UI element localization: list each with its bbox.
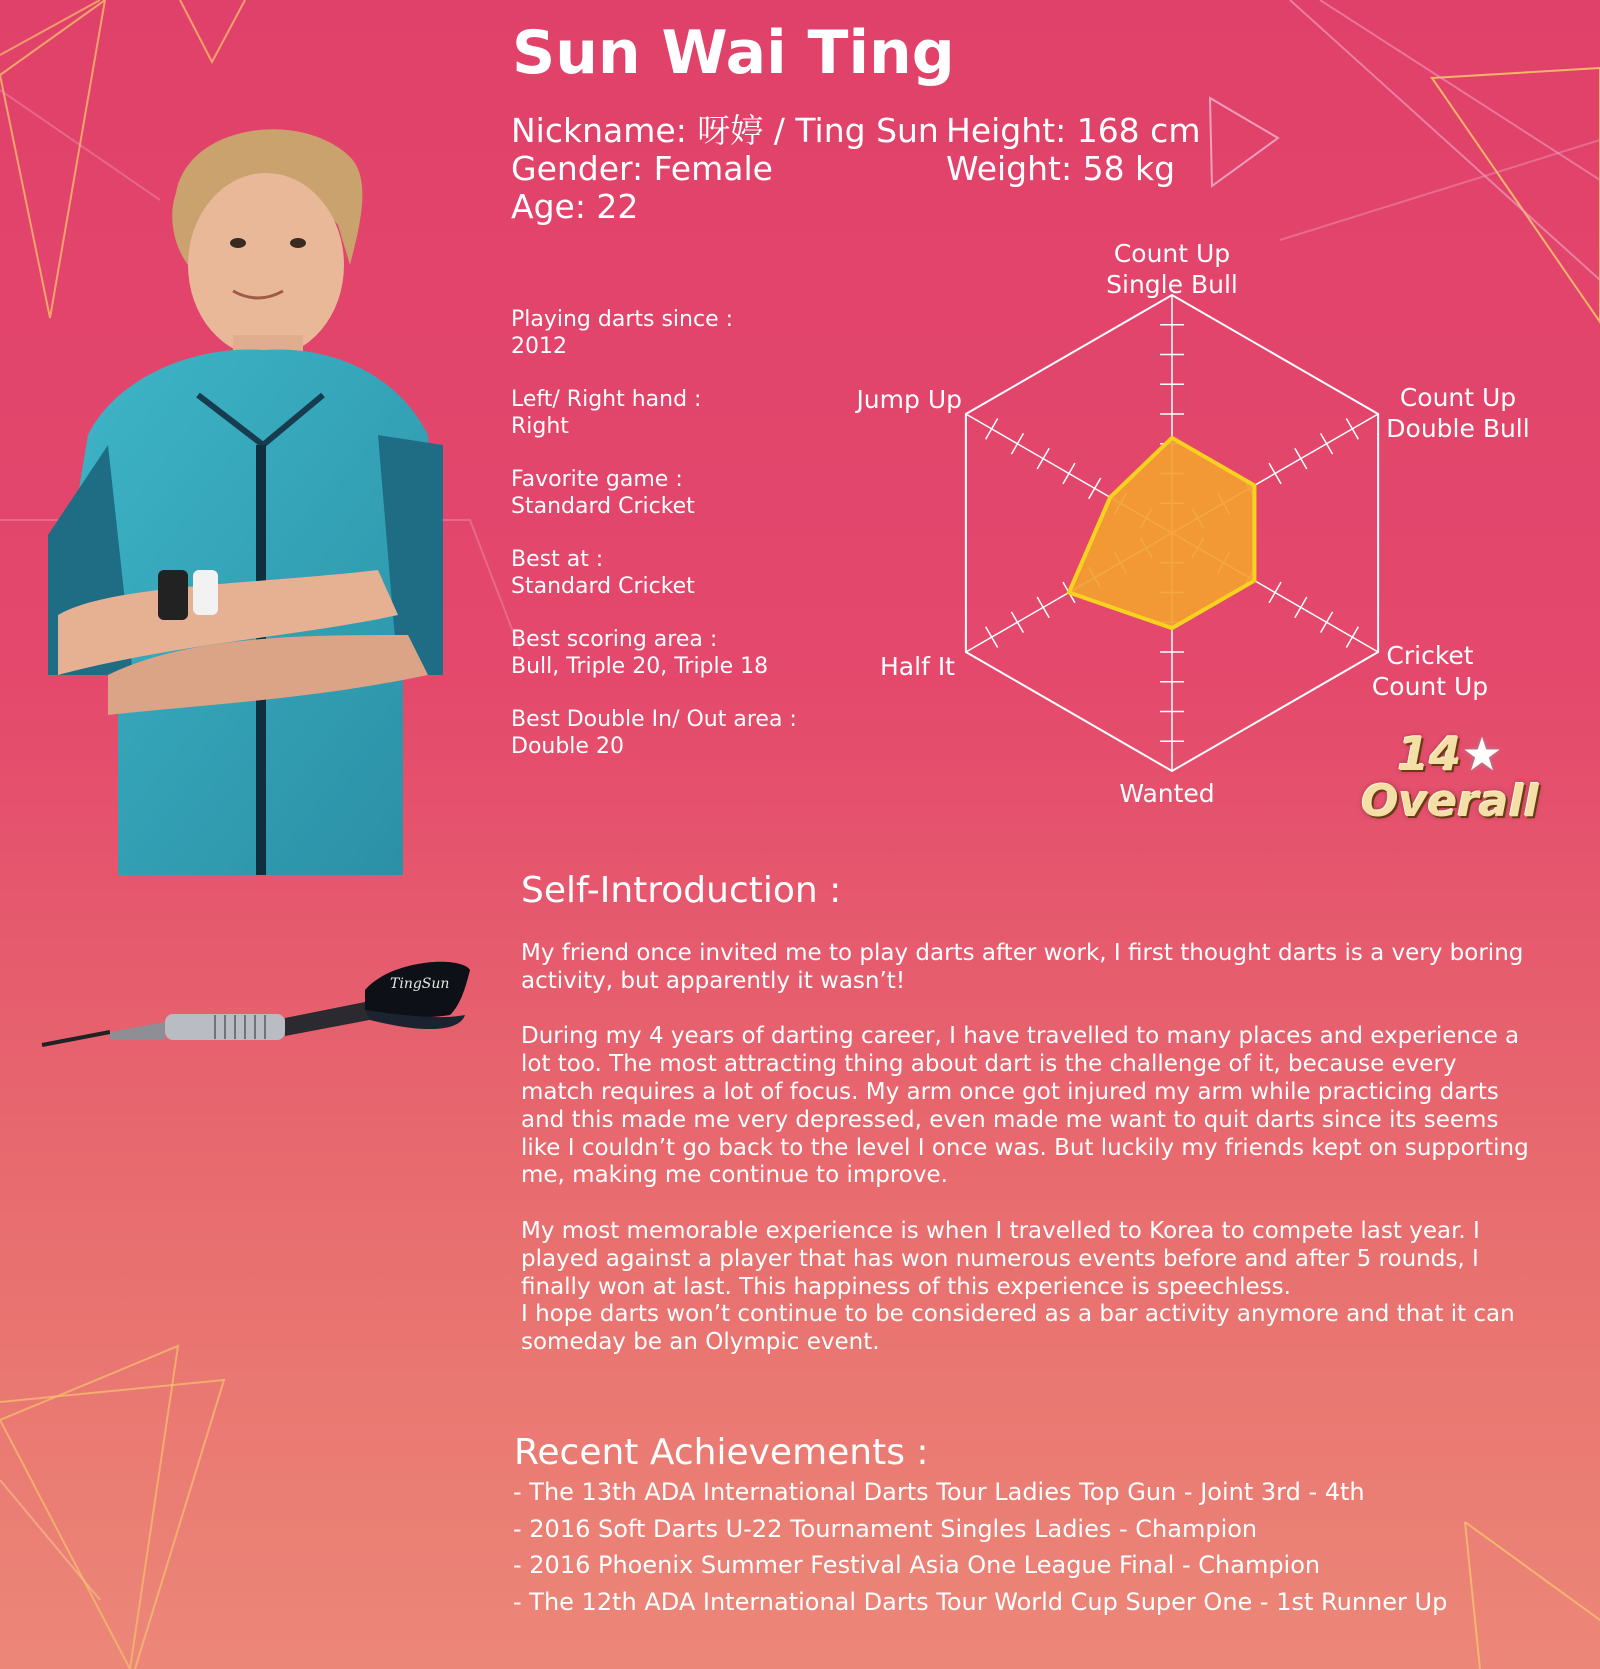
fact-item <box>511 546 811 600</box>
radar-tick <box>1346 627 1358 648</box>
intro-paragraph: My friend once invited me to play darts after work, I first thought darts is a very boring activity, but apparently it wasn’t! <box>521 940 1524 994</box>
fact-label: Favorite game : <box>511 467 683 492</box>
height: Height: 168 cm <box>946 111 1201 150</box>
gender: Gender: Female <box>511 149 773 188</box>
player-info-right <box>946 112 1200 188</box>
fact-value: Bull, Triple 20, Triple 18 <box>511 654 769 679</box>
achievements-list <box>513 1474 1447 1620</box>
player-info-left <box>511 112 939 226</box>
dart-flight-text: TingSun <box>390 976 450 992</box>
radar-value-polygon <box>1069 438 1255 628</box>
fact-label: Left/ Right hand : <box>511 387 702 412</box>
radar-tick <box>1295 448 1307 469</box>
fact-value: Right <box>511 414 569 439</box>
fact-value: Standard Cricket <box>511 494 695 519</box>
fact-item <box>511 306 811 360</box>
fact-item <box>511 386 811 440</box>
radar-axis-label: Count Up Double Bull <box>1386 383 1530 443</box>
fact-value: 2012 <box>511 334 567 359</box>
radar-axis-label: Half It <box>880 652 955 681</box>
star-icon: ★ <box>1461 727 1503 781</box>
achievement-item: - 2016 Soft Darts U-22 Tournament Singles Ladies - Champion <box>513 1514 1258 1543</box>
nickname: Nickname: 呀婷 / Ting Sun <box>511 111 939 150</box>
player-name: Sun Wai Ting <box>512 18 955 88</box>
dart-image <box>40 960 470 1075</box>
radar-tick <box>1089 478 1101 499</box>
fact-item <box>511 706 811 760</box>
radar-tick <box>986 627 998 648</box>
radar-tick <box>1269 463 1281 484</box>
achievements-heading: Recent Achievements : <box>514 1432 929 1473</box>
radar-axis-label: Jump Up <box>856 385 962 414</box>
radar-axis-label: Cricket Count Up <box>1371 641 1489 701</box>
fact-label: Best Double In/ Out area : <box>511 707 797 732</box>
intro-paragraph: My most memorable experience is when I travelled to Korea to compete last year. I played against a player that has won numerous events before and after 5 rounds, I finally won at last. This happiness of this experience is speechless. I hope darts won’t continue to be considered as a bar activity anymore and that it can someday be an Olympic event. <box>521 1217 1515 1356</box>
radar-tick <box>1321 433 1333 454</box>
age: Age: 22 <box>511 187 639 226</box>
intro-paragraph: During my 4 years of darting career, I have travelled to many places and experience a lot too. The most attracting thing about dart is the challenge of it, because every match requires a lot of focus. My arm once got injured my arm while practicing darts and this made me very depressed, even made me want to quit darts since its seems like I couldn’t go back to the level I once was. But luckily my friends kept on supporting me, making me continue to improve. <box>521 1023 1529 1189</box>
radar-tick <box>1321 612 1333 633</box>
rating-number: 14 <box>1397 727 1462 781</box>
radar-tick <box>986 418 998 439</box>
weight: Weight: 58 kg <box>946 149 1176 188</box>
radar-tick <box>1011 612 1023 633</box>
player-facts <box>511 306 811 786</box>
player-photo <box>48 115 464 875</box>
achievement-item: - The 13th ADA International Darts Tour Ladies Top Gun - Joint 3rd - 4th <box>513 1478 1365 1506</box>
self-intro-text <box>521 940 1531 1385</box>
self-intro-heading: Self-Introduction : <box>521 870 842 911</box>
radar-tick <box>1346 418 1358 439</box>
fact-value: Standard Cricket <box>511 574 695 599</box>
radar-tick <box>1037 597 1049 618</box>
fact-label: Playing darts since : <box>511 307 734 332</box>
fact-value: Double 20 <box>511 734 624 759</box>
radar-tick <box>1295 597 1307 618</box>
radar-tick <box>1037 448 1049 469</box>
overall-rating-badge <box>1355 727 1545 827</box>
achievement-item: - The 12th ADA International Darts Tour World Cup Super One - 1st Runner Up <box>513 1587 1448 1616</box>
fact-item <box>511 466 811 520</box>
rating-label: Overall <box>1361 776 1539 827</box>
fact-item <box>511 626 811 680</box>
fact-label: Best scoring area : <box>511 627 718 652</box>
radar-axis-label: Count Up Single Bull <box>1106 239 1238 299</box>
achievement-item: - 2016 Phoenix Summer Festival Asia One League Final - Champion <box>513 1551 1321 1579</box>
fact-label: Best at : <box>511 547 604 572</box>
radar-tick <box>1269 582 1281 603</box>
radar-tick <box>1011 433 1023 454</box>
radar-tick <box>1063 463 1075 484</box>
radar-axis-label: Wanted <box>1119 779 1215 808</box>
